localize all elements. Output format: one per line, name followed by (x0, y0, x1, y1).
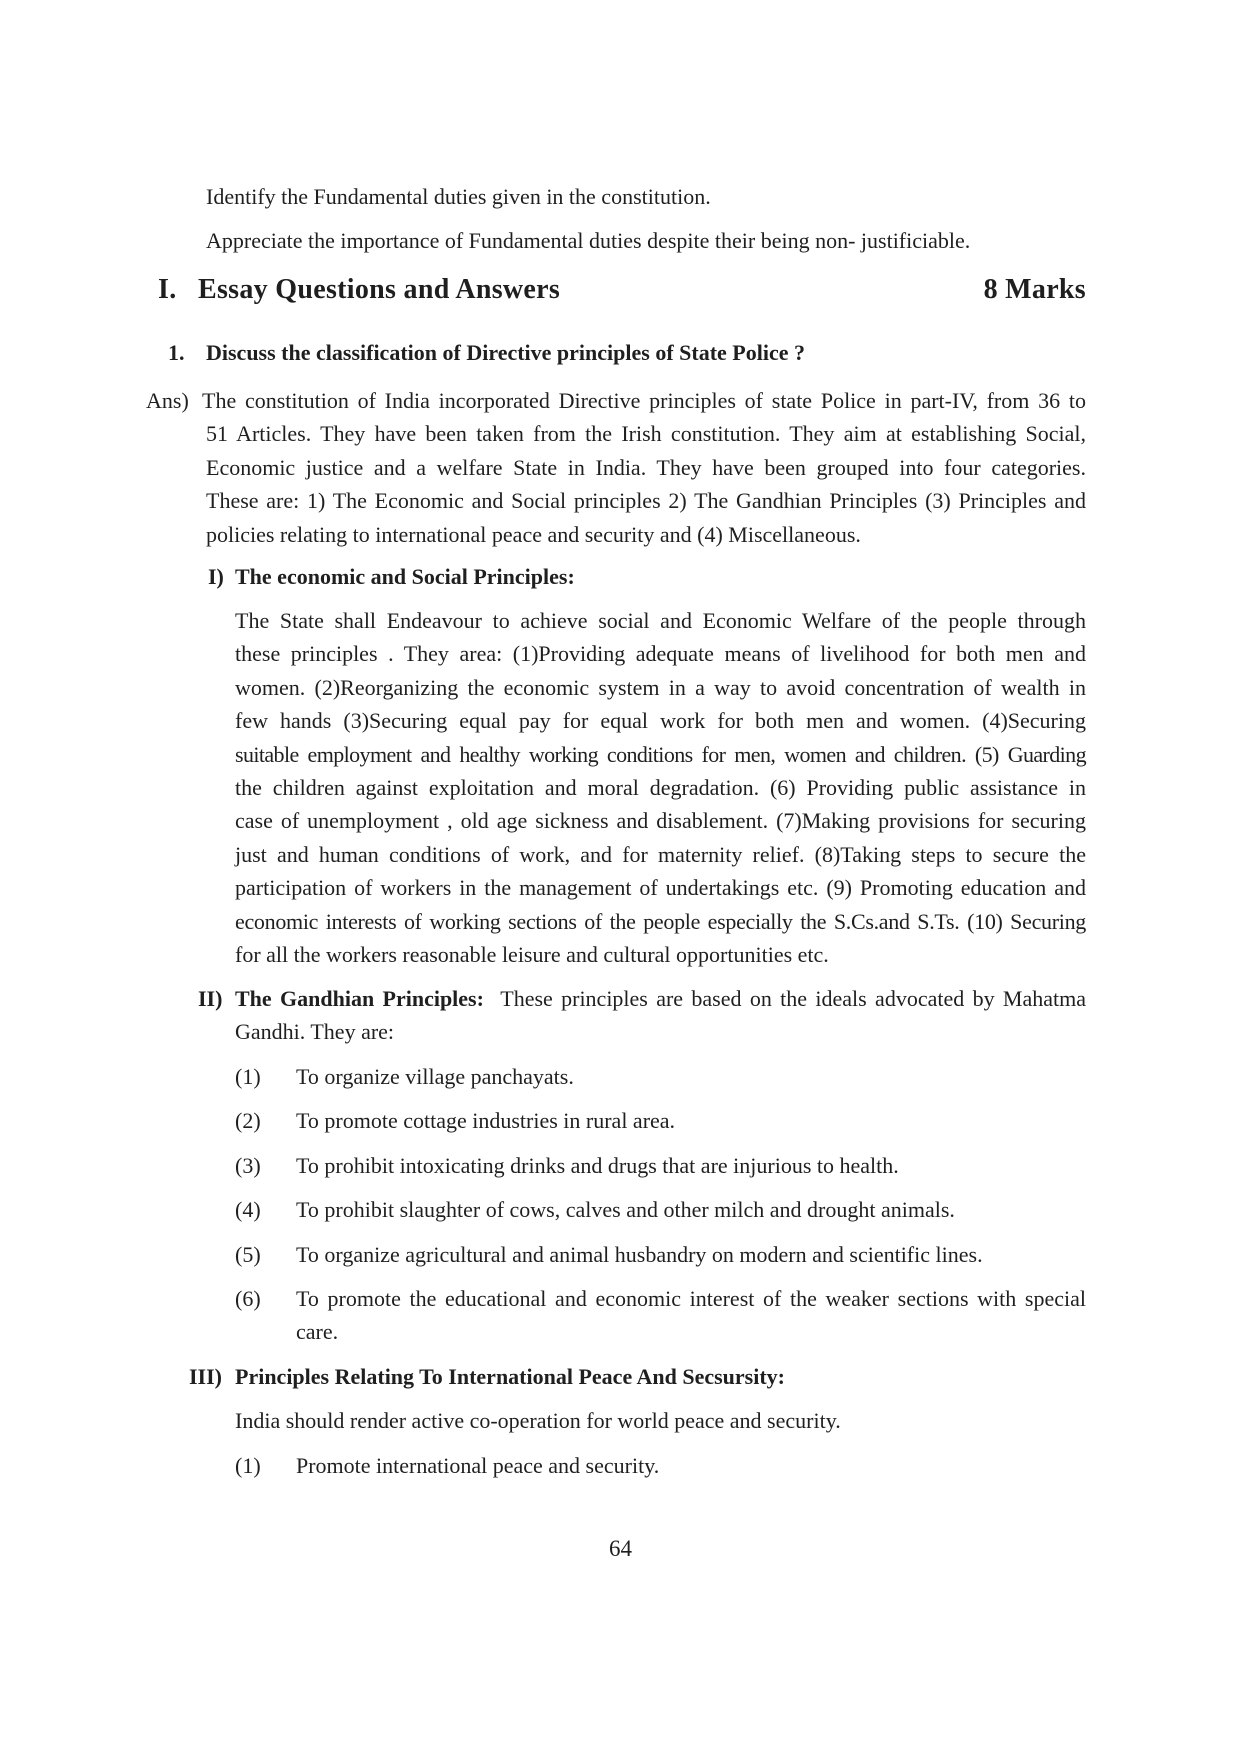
answer-paragraph (202, 384, 1086, 551)
question-number: 1. (168, 340, 185, 365)
answer-line: Economic justice and a welfare State in India. They have been grouped into four categories. (206, 454, 1086, 480)
section-number: I. (158, 274, 177, 305)
part1-title: The economic and Social Principles: (235, 564, 575, 589)
list-item-number: (1) (235, 1064, 261, 1089)
objective-line: Identify the Fundamental duties given in the constitution. (206, 184, 711, 209)
part1-line: The State shall Endeavour to achieve social and Economic Welfare of the people through (235, 608, 1086, 633)
list-item-text: Promote international peace and security. (296, 1453, 660, 1478)
answer-label: Ans) (146, 388, 189, 413)
part1-line: these principles . They area: (1)Providing adequate means of livelihood for both men and (235, 641, 1086, 667)
question-text: Discuss the classification of Directive principles of State Police ? (206, 340, 805, 365)
part2-title: The Gandhian Principles: (235, 986, 484, 1011)
part1-line: economic interests of working sections of the people especially the S.Cs.and S.Ts. (10) Securing (235, 908, 1086, 934)
part3-number: III) (189, 1364, 223, 1389)
answer-line: These are: 1) The Economic and Social principles 2) The Gandhian Principles (3) Principles and (206, 488, 1086, 514)
page-number: 64 (609, 1536, 632, 1561)
part2-number: II) (198, 986, 223, 1011)
part2-intro-text: These principles are based on the ideals advocated by Mahatma (500, 986, 1086, 1011)
part1-line: few hands (3)Securing equal pay for equal work for both men and women. (4)Securing (235, 708, 1086, 734)
list-item-number: (3) (235, 1153, 261, 1178)
part2-intro (235, 982, 1086, 1015)
objective-line: Appreciate the importance of Fundamental duties despite their being non- justificiable. (206, 228, 971, 253)
part1-number: I) (208, 564, 224, 589)
list-item-text: To organize village panchayats. (296, 1064, 574, 1089)
list-item-text: To prohibit slaughter of cows, calves and other milch and drought animals. (296, 1197, 955, 1222)
part1-line: suitable employment and healthy working conditions for men, women and children. (5) Guarding (235, 741, 1086, 767)
list-item-text-continued: care. (296, 1319, 339, 1344)
list-item-number: (1) (235, 1453, 261, 1478)
answer-line: policies relating to international peace and security and (4) Miscellaneous. (206, 521, 861, 547)
list-item-text: To promote the educational and economic interest of the weaker sections with special (296, 1286, 1086, 1311)
list-item-number: (6) (235, 1286, 261, 1311)
part1-line: participation of workers in the management of undertakings etc. (9) Promoting education and (235, 875, 1086, 901)
section-marks: 8 Marks (983, 274, 1086, 305)
part3-title: Principles Relating To International Peace And Secsursity: (235, 1364, 785, 1389)
list-item-number: (2) (235, 1108, 261, 1133)
part1-line: case of unemployment , old age sickness and disablement. (7)Making provisions for securing (235, 808, 1086, 834)
part1-line: for all the workers reasonable leisure and cultural opportunities etc. (235, 942, 829, 968)
list-item-text: To prohibit intoxicating drinks and drugs that are injurious to health. (296, 1153, 899, 1178)
list-item-text: To promote cottage industries in rural area. (296, 1108, 676, 1133)
answer-line: 51 Articles. They have been taken from the Irish constitution. They aim at establishing Social, (206, 421, 1086, 447)
list-item-number: (4) (235, 1197, 261, 1222)
part2-intro-line2: Gandhi. They are: (235, 1019, 395, 1044)
part3-intro: India should render active co-operation for world peace and security. (235, 1408, 841, 1433)
part1-paragraph (235, 604, 1086, 971)
list-item-number: (5) (235, 1242, 261, 1267)
list-item-text: To organize agricultural and animal husbandry on modern and scientific lines. (296, 1242, 983, 1267)
part1-line: the children against exploitation and moral degradation. (6) Providing public assistance in (235, 775, 1086, 801)
part1-line: women. (2)Reorganizing the economic system in a way to avoid concentration of wealth in (235, 674, 1086, 700)
answer-line: The constitution of India incorporated Directive principles of state Police in part-IV, from 36 to (202, 388, 1086, 413)
part1-line: just and human conditions of work, and for maternity relief. (8)Taking steps to secure the (235, 841, 1086, 867)
section-title: Essay Questions and Answers (198, 274, 561, 305)
